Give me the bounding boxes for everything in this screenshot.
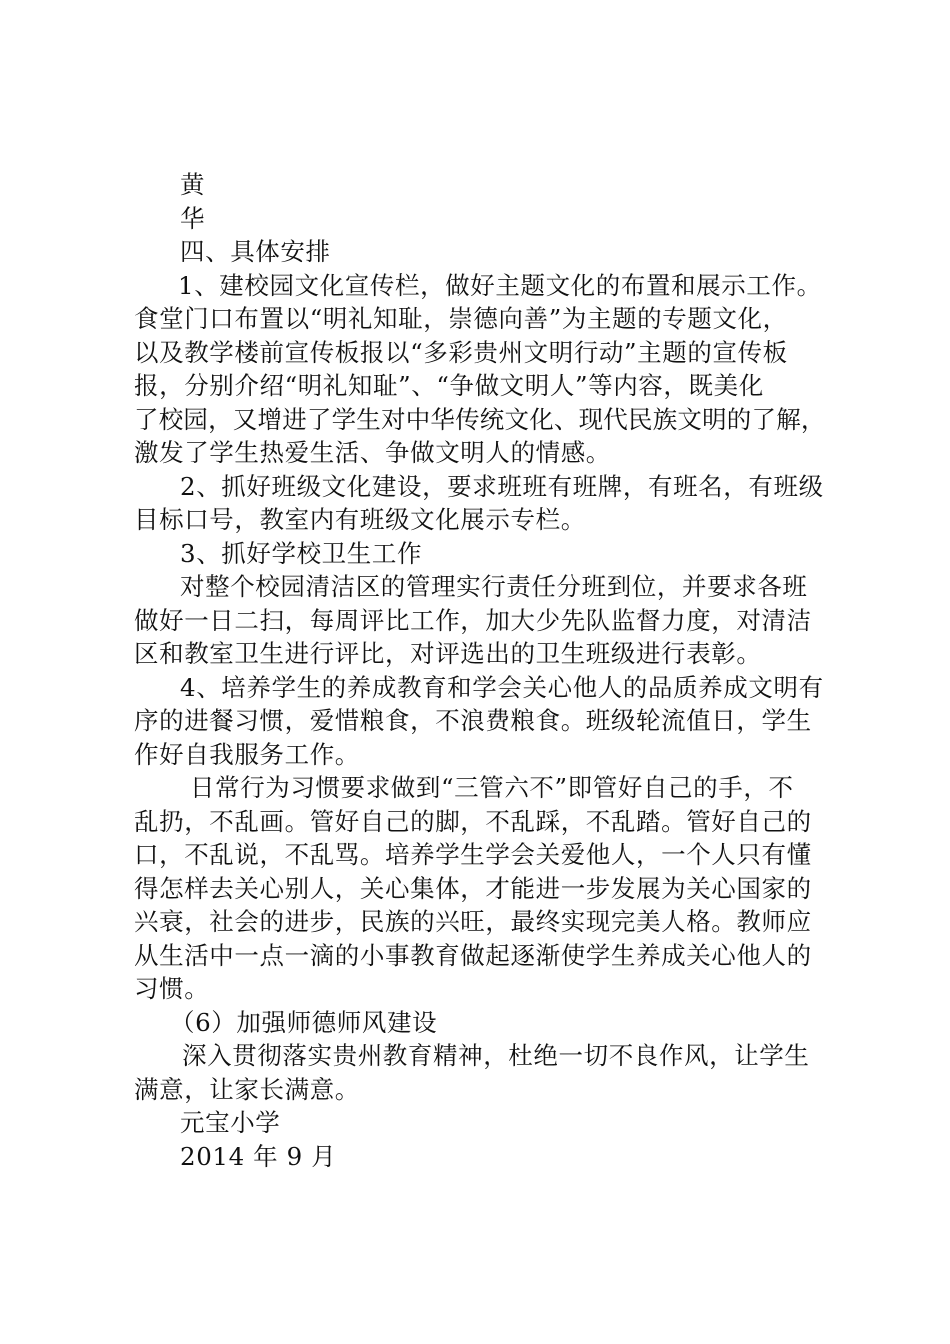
paragraph-line: 对整个校园清洁区的管理实行责任分班到位，并要求各班	[180, 572, 808, 601]
paragraph-line: 2、抓好班级文化建设，要求班班有班牌，有班名，有班级	[180, 471, 824, 501]
paragraph-line: 目标口号，教室内有班级文化展示专栏。	[134, 505, 586, 534]
section-heading: 四、具体安排	[180, 237, 331, 266]
paragraph-line: 乱扔，不乱画。管好自己的脚，不乱踩，不乱踏。管好自己的	[134, 806, 812, 836]
paragraph-line: 从生活中一点一滴的小事教育做起逐渐使学生养成关心他人的	[134, 940, 812, 970]
document-date: 2014 年 9 月	[180, 1141, 337, 1171]
paragraph-line: 以及教学楼前宣传板报以“多彩贵州文明行动”主题的宣传板	[134, 337, 788, 367]
paragraph-line: 习惯。	[134, 974, 210, 1003]
document-body	[134, 168, 834, 1173]
paragraph-line: 得怎样去关心别人，关心集体，才能进一步发展为关心国家的	[134, 873, 812, 903]
paragraph-line: 作好自我服务工作。	[134, 739, 360, 769]
paragraph-line: 日常行为习惯要求做到“三管六不”即管好自己的手，不	[190, 773, 794, 802]
paragraph-line: 区和教室卫生进行评比，对评选出的卫生班级进行表彰。	[134, 639, 762, 668]
paragraph-line: 4、培养学生的养成教育和学会关心他人的品质养成文明有	[180, 672, 824, 702]
paragraph-line: 口，不乱说，不乱骂。培养学生学会关爱他人，一个人只有懂	[134, 840, 812, 869]
paragraph-line: 兴衰，社会的进步，民族的兴旺，最终实现完美人格。教师应	[134, 907, 812, 936]
paragraph-line: 序的进餐习惯，爱惜粮食，不浪费粮食。班级轮流值日，学生	[134, 706, 812, 735]
paragraph-line: 报，分别介绍“明礼知耻”、“争做文明人”等内容，既美化	[134, 371, 764, 400]
paragraph-line: 了校园，又增进了学生对中华传统文化、现代民族文明的了解，	[134, 404, 826, 434]
paragraph-line: 3、抓好学校卫生工作	[180, 538, 423, 568]
paragraph-line: 1、建校园文化宣传栏，做好主题文化的布置和展示工作。	[178, 270, 822, 300]
signature-char-2: 华	[180, 203, 206, 233]
paragraph-line: 满意，让家长满意。	[134, 1074, 360, 1104]
paragraph-line: 深入贯彻落实贵州教育精神，杜绝一切不良作风，让学生	[182, 1041, 810, 1070]
paragraph-line: 做好一日二扫，每周评比工作，加大少先队监督力度，对清洁	[134, 605, 812, 635]
section-subheading: （6）加强师德师风建设	[170, 1007, 438, 1037]
organization-name: 元宝小学	[180, 1108, 281, 1137]
signature-char-1: 黄	[180, 170, 206, 199]
paragraph-line: 食堂门口布置以“明礼知耻，崇德向善”为主题的专题文化，	[134, 304, 788, 333]
paragraph-line: 激发了学生热爱生活、争做文明人的情感。	[134, 438, 611, 467]
